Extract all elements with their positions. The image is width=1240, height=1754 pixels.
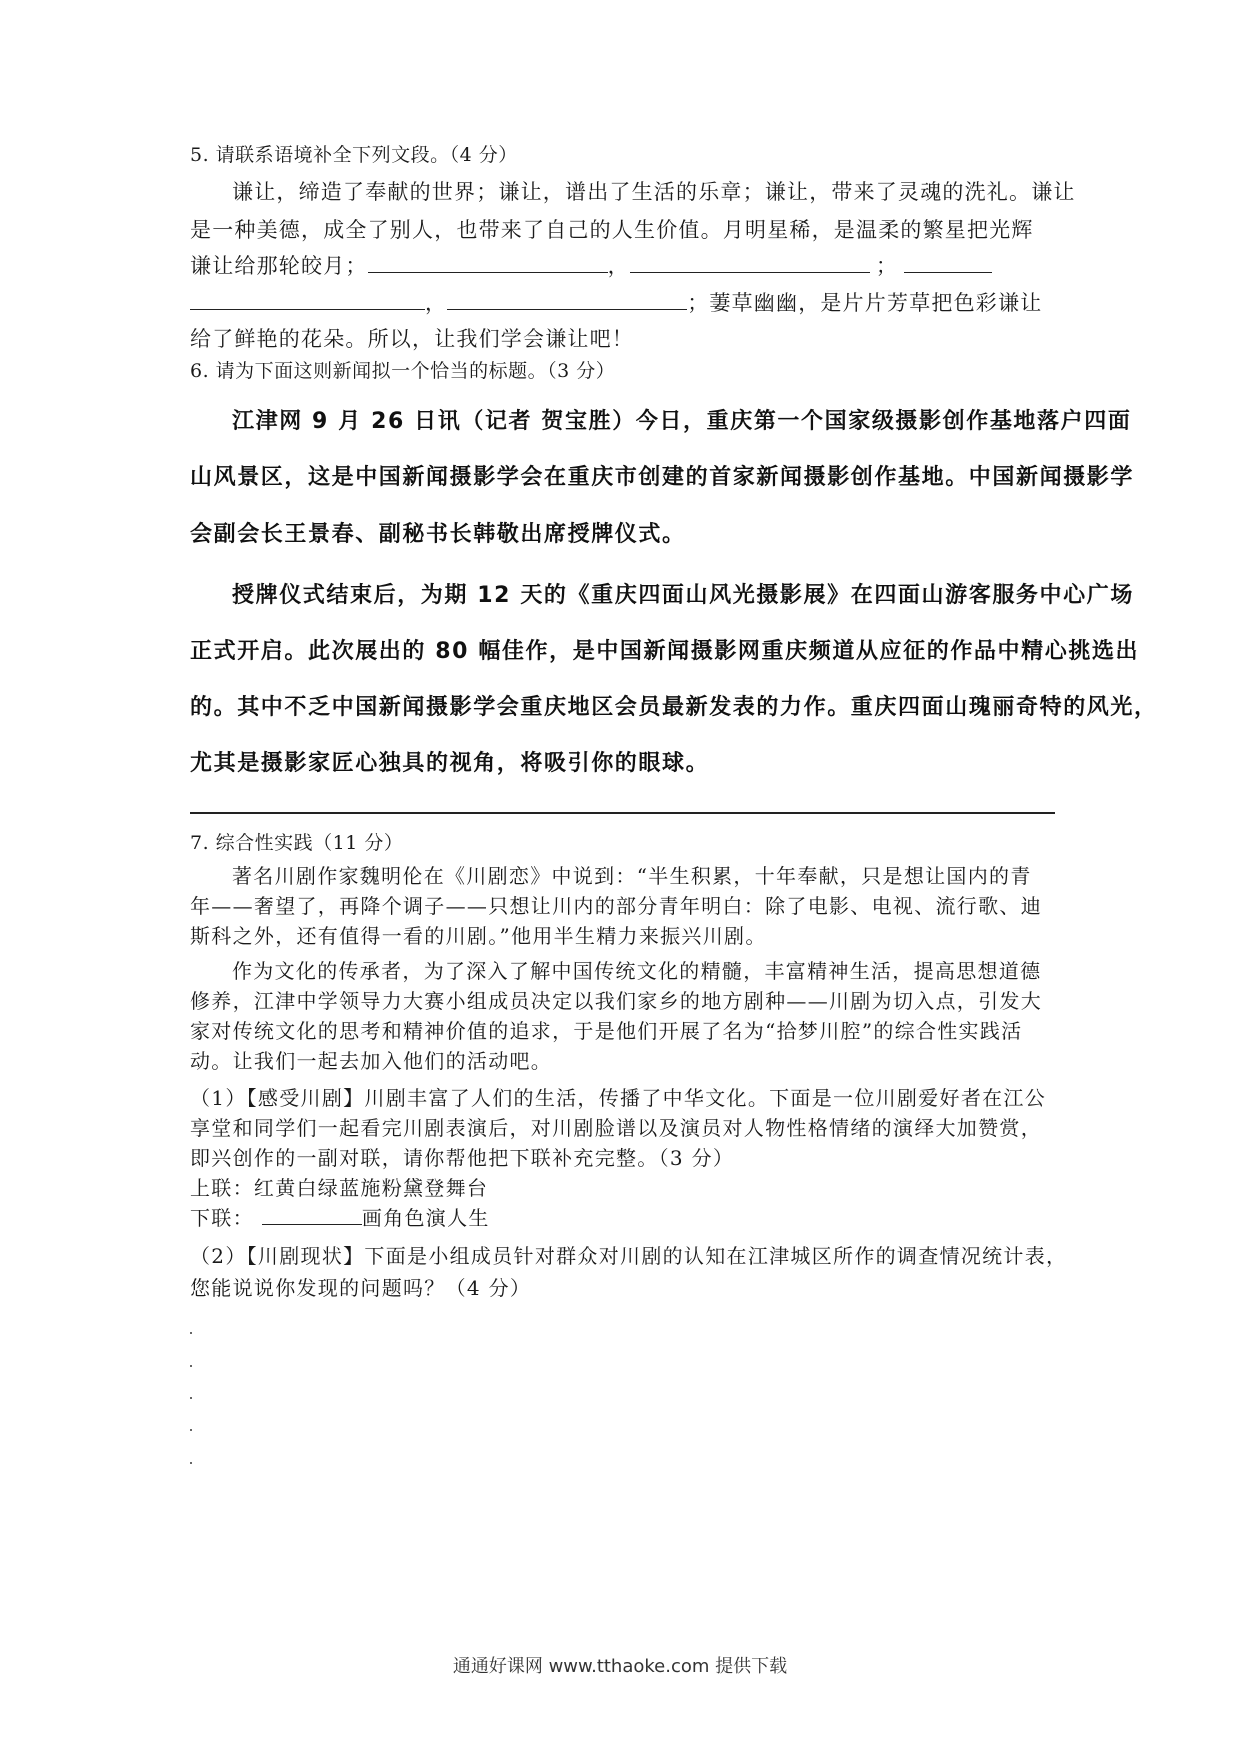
q7-sub2-line: （2）【川剧现状】下面是小组成员针对群众对川剧的认知在江津城区所作的调查情况统计表，: [190, 1244, 1068, 1268]
news-line: 尤其是摄影家匠心独具的视角，将吸引你的眼球。: [190, 751, 710, 776]
q5-comma-1: ，: [607, 254, 630, 278]
q5-line4-end: ；萋草幽幽，是片片芳草把色彩谦让: [687, 291, 1043, 315]
margin-dot: [190, 1462, 192, 1464]
q5-line1: 谦让，缔造了奉献的世界；谦让，谱出了生活的乐章；谦让，带来了灵魂的洗礼。谦让: [232, 180, 1076, 204]
margin-dot: [190, 1429, 192, 1431]
q5-blank-3[interactable]: [904, 254, 992, 273]
news-line: 正式开启。此次展出的 80 幅佳作，是中国新闻摄影网重庆频道从应征的作品中精心挑选出: [190, 639, 1140, 664]
q5-line5: 给了鲜艳的花朵。所以，让我们学会谦让吧！: [190, 327, 634, 351]
q7-para2-line: 家对传统文化的思考和精神价值的追求，于是他们开展了名为“拾梦川腔”的综合性实践活: [190, 1019, 1023, 1043]
footer-watermark: 通通好课网 www.tthaoke.com 提供下载: [452, 1656, 788, 1677]
lower-couplet-end: 画角色演人生: [361, 1206, 490, 1230]
q5-blank-3-cont[interactable]: [190, 291, 425, 310]
q7-sub2-line: 您能说说你发现的问题吗？（4 分）: [190, 1276, 532, 1300]
q5-line2: 是一种美德，成全了别人，也带来了自己的人生价值。月明星稀，是温柔的繁星把光辉: [190, 218, 1034, 242]
q5-line3-start: 谦让给那轮皎月；: [190, 254, 368, 278]
lower-couplet: [190, 1202, 1055, 1231]
answer-line[interactable]: [190, 812, 1055, 814]
q7-sub1-line: 享堂和同学们一起看完川剧表演后，对川剧脸谱以及演员对人物性格情绪的演绎大加赞赏，: [190, 1116, 1042, 1140]
news-line: 山风景区，这是中国新闻摄影学会在重庆市创建的首家新闻摄影创作基地。中国新闻摄影学: [190, 465, 1135, 490]
q7-sub1-line: （1）【感受川剧】川剧丰富了人们的生活，传播了中华文化。下面是一位川剧爱好者在江公: [190, 1086, 1047, 1110]
upper-couplet: 上联：红黄白绿蓝施粉黛登舞台: [190, 1176, 489, 1200]
q5-line4: [190, 287, 1055, 317]
q5-blank-2[interactable]: [630, 254, 870, 273]
q7-para2-line: 修养，江津中学领导力大赛小组成员决定以我们家乡的地方剧种——川剧为切入点，引发大: [190, 989, 1042, 1013]
q5-line3: [190, 250, 1055, 280]
q7-para1-line: 年——奢望了，再降个调子——只想让川内的部分青年明白：除了电影、电视、流行歌、迪: [190, 894, 1042, 918]
news-line: 会副会长王景春、副秘书长韩敬出席授牌仪式。: [190, 522, 686, 547]
q6-title: 6. 请为下面这则新闻拟一个恰当的标题。（3 分）: [190, 360, 616, 382]
q5-title: 5. 请联系语境补全下列文段。（4 分）: [190, 144, 518, 166]
news-line: 江津网 9 月 26 日讯（记者 贺宝胜）今日，重庆第一个国家级摄影创作基地落户四面: [232, 409, 1132, 434]
q7-para2-line: 作为文化的传承者，为了深入了解中国传统文化的精髓，丰富精神生活，提高思想道德: [232, 959, 1042, 983]
lower-couplet-blank[interactable]: [262, 1206, 362, 1225]
q7-sub1-line: 即兴创作的一副对联，请你帮他把下联补充完整。（3 分）: [190, 1146, 735, 1170]
q7-para1-line: 斯科之外，还有值得一看的川剧。”他用半生精力来振兴川剧。: [190, 924, 767, 948]
margin-dot: [190, 1365, 192, 1367]
q5-blank-4[interactable]: [447, 291, 687, 310]
q7-para2-line: 动。让我们一起去加入他们的活动吧。: [190, 1049, 553, 1073]
q5-comma-2: ，: [425, 291, 448, 315]
lower-couplet-label: 下联：: [190, 1206, 254, 1230]
news-line: 的。其中不乏中国新闻摄影学会重庆地区会员最新发表的力作。重庆四面山瑰丽奇特的风光，: [190, 695, 1158, 720]
margin-dot: [190, 1397, 192, 1399]
q7-para1-line: 著名川剧作家魏明伦在《川剧恋》中说到：“半生积累，十年奉献，只是想让国内的青: [232, 864, 1032, 888]
q7-title: 7. 综合性实践（11 分）: [190, 832, 404, 854]
q5-semicolon-1: ；: [875, 254, 899, 278]
q5-blank-1[interactable]: [368, 254, 608, 273]
margin-dot: [190, 1332, 192, 1334]
news-line: 授牌仪式结束后，为期 12 天的《重庆四面山风光摄影展》在四面山游客服务中心广场: [232, 583, 1134, 608]
